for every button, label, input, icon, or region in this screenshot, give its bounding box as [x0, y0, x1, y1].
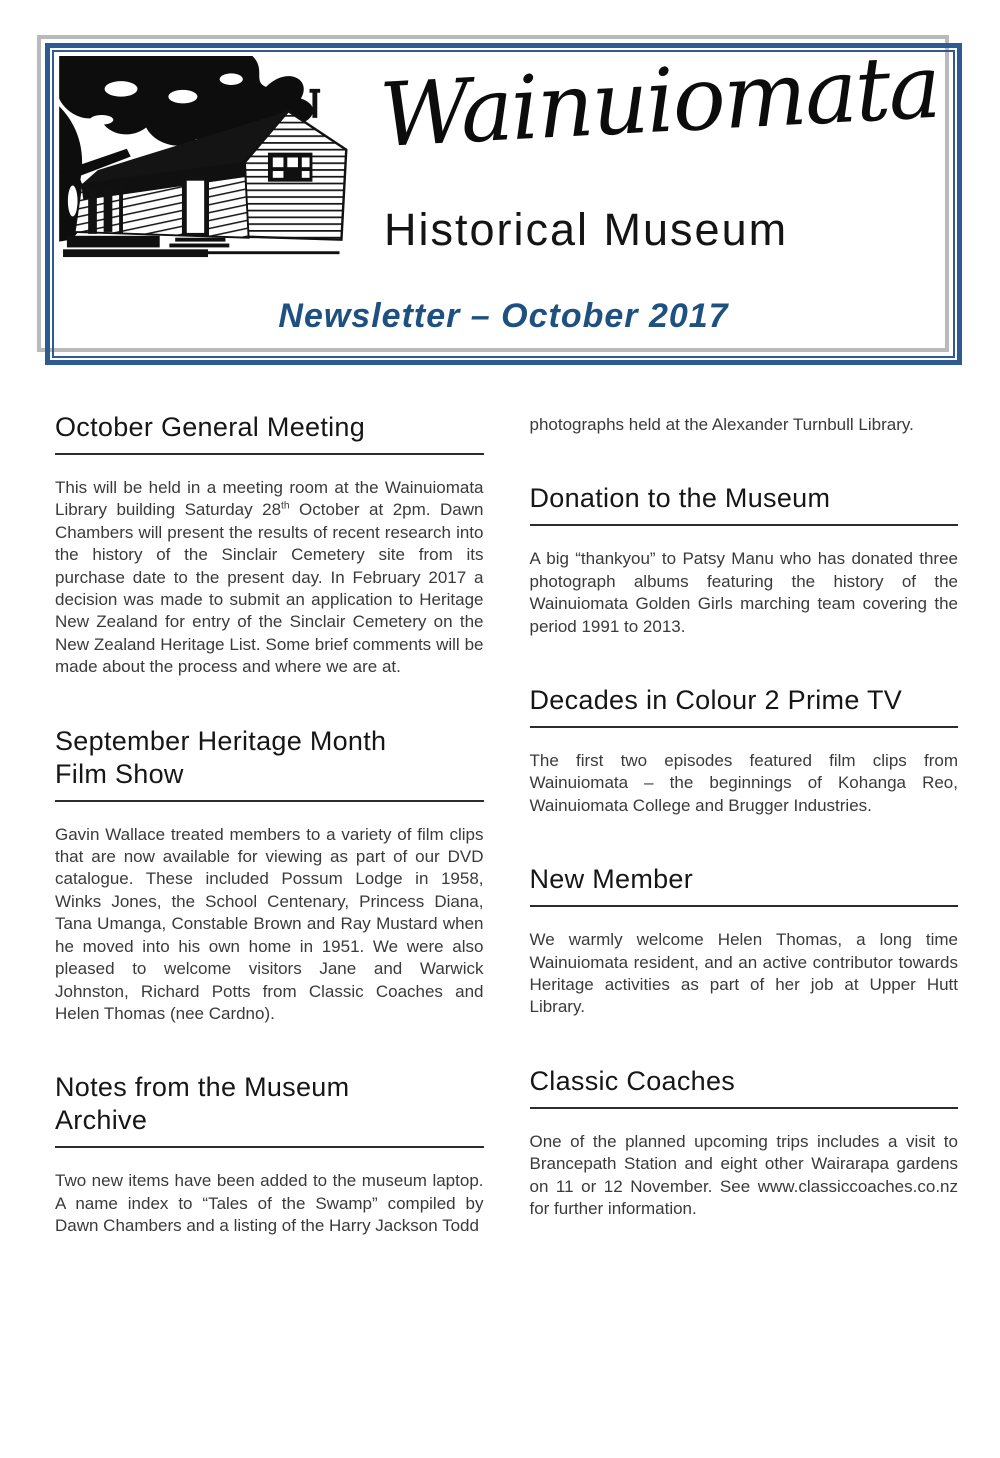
- front-door: [182, 176, 209, 236]
- right-column: [530, 411, 959, 1238]
- script-title: Wainuiomata: [377, 34, 942, 167]
- masthead-graphic: [62, 34, 945, 288]
- section-paragraph: This will be held in a meeting room at the Wainuiomata Library building Saturday 28th October at 2pm. Dawn Chambers will present the results of recent research into the history of the Sinclair Cemetery site from its purchase date to the present day. In February 2017 a decision was made to submit an application to Heritage New Zealand for entry of the Sinclair Cemetery on the New Zealand Heritage List. Some brief comments will be made about the process and where we are at.: [55, 478, 484, 677]
- gable-window: [268, 153, 312, 182]
- masthead-border-box: [45, 34, 962, 365]
- section-heading: September Heritage Month Film Show: [55, 725, 387, 789]
- heading-underline: [530, 524, 959, 526]
- museum-subtitle: Historical Museum: [384, 204, 789, 255]
- section-paragraph: Two new items have been added to the museum laptop. A name index to “Tales of the Swamp” compiled by Dawn Chambers and a listing of the Harry Jackson Todd: [55, 1171, 484, 1236]
- left-column: [55, 411, 484, 1238]
- section-archive-continued: [530, 414, 959, 436]
- section-classic-coaches: [530, 1065, 959, 1221]
- section-heading: October General Meeting: [55, 412, 366, 442]
- section-decades-in-colour-2-prime-tv: [530, 684, 959, 817]
- section-paragraph: The first two episodes featured film clips from Wainuiomata – the beginnings of Kohanga Reo, Wainuiomata College and Brugger Industries.: [529, 751, 958, 815]
- masthead-inner-border: [52, 34, 955, 358]
- section-heading: Decades in Colour 2 Prime TV: [529, 685, 903, 716]
- heading-underline: [530, 726, 959, 728]
- section-september-heritage-month-film-show: [55, 725, 484, 1026]
- section-paragraph: A big “thankyou” to Patsy Manu who has donated three photograph albums featuring the history of the Wainuiomata Golden Girls marching team covering the period 1991 to 2013.: [529, 549, 958, 636]
- section-october-general-meeting: [55, 411, 484, 679]
- content-columns: [55, 411, 958, 1238]
- heading-underline: [55, 453, 484, 455]
- section-paragraph: One of the planned upcoming trips includes a visit to Brancepath Station and eight other Wairarapa gardens on 11 or 12 November. See www.classiccoaches.co.nz for further information.: [529, 1131, 958, 1219]
- section-heading: Notes from the Museum Archive: [55, 1072, 350, 1136]
- section-paragraph: Gavin Wallace treated members to a variety of film clips that are now available for viewing as part of our DVD catalogue. These included Possum Lodge in 1958, Winks Jones, the School Centenary, Princess Diana, Tana Umanga, Constable Brown and Ray Mustard when he moved into his own home in 1951. We were also pleased to welcome visitors Jane and Warwick Johnston, Richard Potts from Classic Coaches and Helen Thomas (nee Cardno).: [55, 824, 484, 1023]
- museum-house-illustration: [58, 56, 360, 288]
- section-new-member: [530, 863, 959, 1019]
- section-donation-to-the-museum: [530, 482, 959, 638]
- masthead: [45, 34, 962, 365]
- newsletter-title: Newsletter – October 2017: [278, 297, 729, 335]
- heading-underline: [530, 1107, 959, 1109]
- heading-underline: [530, 905, 959, 907]
- section-paragraph: We warmly welcome Helen Thomas, a long time Wainuiomata resident, and an active contributor towards Heritage activities as part of her job at Upper Hutt Library.: [529, 930, 958, 1017]
- section-heading: Classic Coaches: [529, 1065, 736, 1096]
- newsletter-page: [0, 34, 1000, 1458]
- heading-underline: [55, 1146, 484, 1148]
- section-paragraph: photographs held at the Alexander Turnbull Library.: [529, 415, 914, 434]
- superscript: th: [281, 500, 290, 512]
- section-heading: Donation to the Museum: [529, 483, 831, 514]
- chimney-pipe: [312, 91, 317, 118]
- section-heading: New Member: [529, 864, 694, 895]
- section-notes-from-the-museum-archive: [55, 1071, 484, 1237]
- heading-underline: [55, 800, 484, 802]
